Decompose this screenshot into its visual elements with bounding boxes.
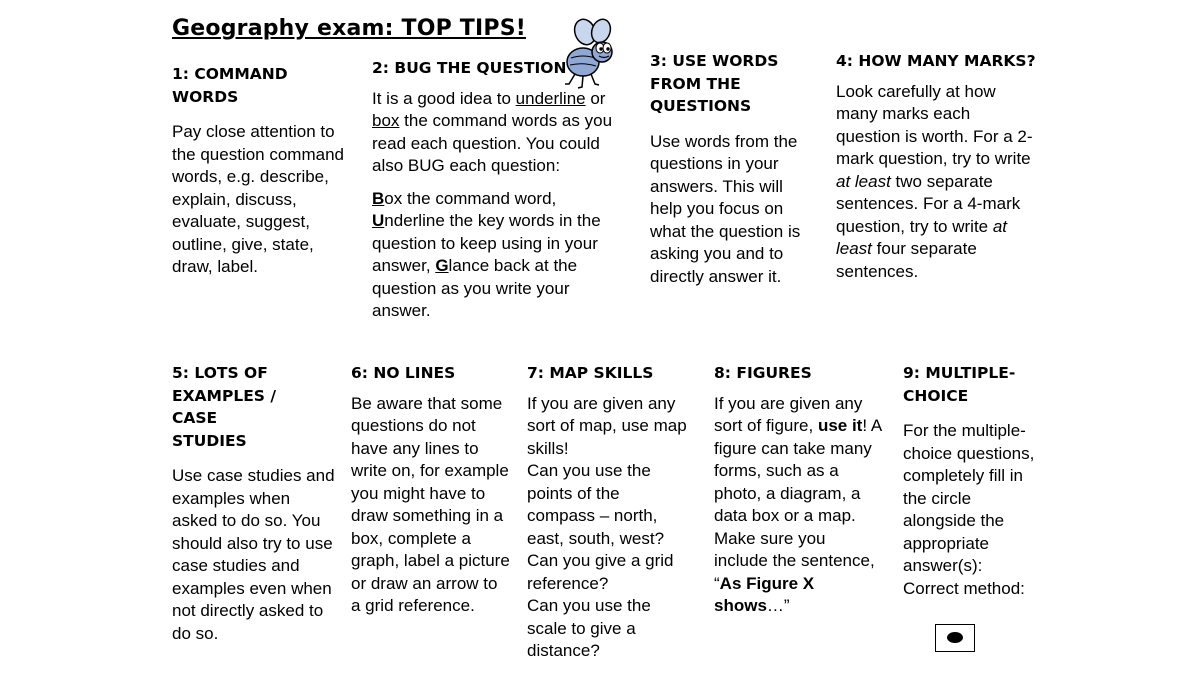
tip-heading: 1: COMMAND WORDS: [172, 65, 288, 106]
tip-no-lines: [351, 362, 511, 618]
tip-multiple-choice: [903, 362, 1043, 600]
tip-bug-the-question: [372, 57, 617, 323]
tip-body: Look carefully at how many marks each question is worth. For a 2-mark question, try to write at least two separate sentences. For a 4-mark question, try to write at least four separate sentences.: [836, 81, 1033, 281]
tip-heading: 4: HOW MANY MARKS?: [836, 52, 1036, 70]
tip-body: If you are given any sort of figure, use it! A figure can take many forms, such as a photo, a diagram, a data box or a map. Make sure you include the sentence, “As Figure X shows…”: [714, 393, 882, 615]
filled-answer-bubble-icon: [935, 624, 975, 652]
tip-body: Use words from the questions in your answers. This will help you focus on what the question is asking you and to directly answer it.: [650, 131, 801, 286]
tip-command-words: [172, 63, 352, 279]
tip-heading: 7: MAP SKILLS: [527, 364, 654, 382]
tip-use-words-from-questions: [650, 50, 815, 288]
tip-heading: 2: BUG THE QUESTION: [372, 59, 567, 77]
tip-map-skills: [527, 362, 692, 663]
tip-heading: 8: FIGURES: [714, 364, 812, 382]
tip-heading: 3: USE WORDS FROM THE QUESTIONS: [650, 52, 779, 115]
tip-body: It is a good idea to underline or box the command words as you read each question. You could also BUG each question: Box the command word, Underline the key words in the question to keep using in your answer, Glance back at the question as you write your answer.: [372, 88, 613, 320]
tip-body: Be aware that some questions do not have any lines to write on, for example you might have to draw something in a box, complete a graph, label a picture or draw an arrow to a grid reference.: [351, 393, 510, 615]
page-title: Geography exam: TOP TIPS!: [172, 16, 526, 41]
tip-heading: 9: MULTIPLE-CHOICE: [903, 364, 1016, 405]
tip-body: Pay close attention to the question command words, e.g. describe, explain, discuss, evaluate, suggest, outline, give, state, draw, label.: [172, 122, 344, 276]
filled-dot: [947, 632, 963, 643]
tip-body: For the multiple-choice questions, completely fill in the circle alongside the appropriate answer(s): Correct method:: [903, 421, 1035, 598]
tip-how-many-marks: [836, 50, 1036, 283]
tip-body: Use case studies and examples when asked to do so. You should also try to use case studies and examples even when not directly asked to do so.: [172, 466, 335, 643]
tip-heading: 5: LOTS OF EXAMPLES / CASE STUDIES: [172, 364, 277, 450]
tip-examples-case-studies: [172, 362, 337, 645]
tip-figures: [714, 362, 884, 618]
tip-body: If you are given any sort of map, use map skills! Can you use the points of the compass – north, east, south, west? Can you give a grid reference? Can you use the scale to give a distance?: [527, 393, 687, 660]
tip-heading: 6: NO LINES: [351, 364, 456, 382]
